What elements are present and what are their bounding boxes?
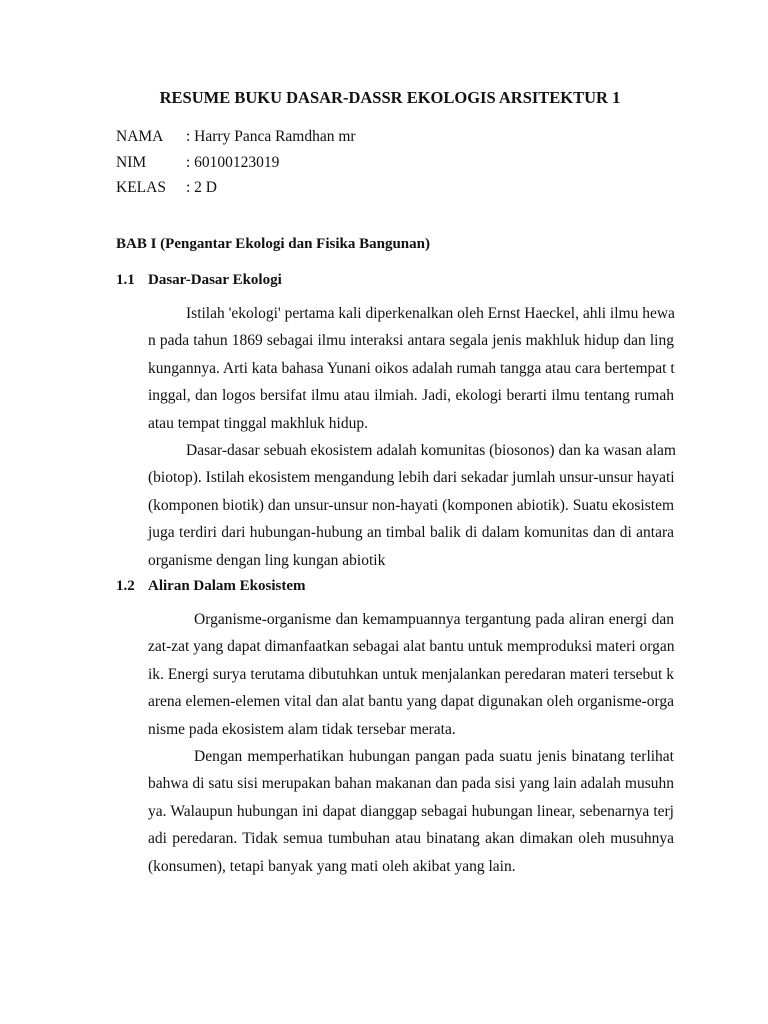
paragraph-line: (biotop). Istilah ekosistem mengandung lebih dari sekadar jumlah unsur-unsur hayati: [148, 469, 675, 487]
identity-block: [116, 124, 356, 201]
paragraph-line: adi peredaran. Tidak semua tumbuhan atau binatang akan dimakan oleh musuhnya: [148, 830, 674, 848]
identity-row-nim: [116, 150, 356, 176]
paragraph-line: n pada tahun 1869 sebagai ilmu interaksi antara segala jenis makhluk hidup dan ling: [148, 332, 674, 350]
paragraph-line: (komponen biotik) dan unsur-unsur non-hayati (komponen abiotik). Suatu ekosistem: [148, 496, 674, 514]
paragraph-line: ya. Walaupun hubungan ini dapat dianggap sebagai hubungan linear, sebenarnya terj: [148, 802, 674, 820]
paragraph-line: Dasar-dasar sebuah ekosistem adalah komunitas (biosonos) dan ka wasan alam: [186, 442, 676, 459]
identity-label: NAMA: [116, 128, 164, 145]
paragraph: [148, 743, 674, 880]
paragraph-line: kungannya. Arti kata bahasa Yunani oikos adalah rumah tangga atau cara bertempat t: [148, 359, 675, 377]
paragraph: [148, 437, 674, 574]
section-title: Dasar-Dasar Ekologi: [148, 272, 282, 288]
paragraph-line: juga terdiri dari hubungan-hubung an timbal balik di dalam komunitas dan di antara: [148, 524, 674, 542]
document-title: RESUME BUKU DASAR-DASSR EKOLOGIS ARSITEKTUR 1: [159, 88, 621, 107]
paragraph-line: bahwa di satu sisi merupakan bahan makanan dan pada sisi yang lain adalah musuhn: [148, 775, 674, 793]
section-heading: [116, 272, 282, 289]
paragraph-line: arena elemen-elemen vital dan alat bantu yang dapat digunakan oleh organisme-orga: [148, 693, 674, 711]
paragraph-line: Istilah 'ekologi' pertama kali diperkenalkan oleh Ernst Haeckel, ahli ilmu hewa: [186, 305, 675, 322]
identity-label: NIM: [116, 153, 147, 171]
section-title: Aliran Dalam Ekosistem: [148, 578, 306, 594]
paragraph: [148, 606, 674, 743]
paragraph-line: nisme pada ekosistem alam tidak tersebar merata.: [148, 720, 456, 738]
section-number: 1.1: [116, 272, 135, 288]
identity-row-name: [116, 124, 356, 150]
paragraph-line: inggal, dan logos bersifat ilmu atau ilmiah. Jadi, ekologi berarti ilmu tentang rumah: [148, 387, 674, 405]
paragraph-line: ik. Energi surya terutama dibutuhkan untuk menjalankan peredaran materi tersebut k: [148, 665, 674, 683]
paragraph: [148, 300, 674, 437]
identity-label: KELAS: [116, 179, 166, 196]
paragraph-line: zat-zat yang dapat dimanfaatkan sebagai alat bantu untuk memproduksi materi organ: [148, 638, 675, 656]
section-heading: [116, 578, 306, 595]
identity-value: : Harry Panca Ramdhan mr: [186, 128, 356, 145]
paragraph-line: (konsumen), tetapi banyak yang mati oleh akibat yang lain.: [148, 857, 516, 875]
paragraph-line: Dengan memperhatikan hubungan pangan pada suatu jenis binatang terlihat: [194, 748, 674, 765]
chapter-heading: BAB I (Pengantar Ekologi dan Fisika Bangunan): [116, 236, 430, 252]
paragraph-line: organisme dengan ling kungan abiotik: [148, 551, 386, 569]
paragraph-line: atau tempat tinggal makhluk hidup.: [148, 414, 368, 432]
identity-row-class: [116, 175, 356, 201]
paragraph-line: Organisme-organisme dan kemampuannya tergantung pada aliran energi dan: [194, 611, 674, 628]
identity-value: : 60100123019: [186, 153, 280, 171]
identity-value: : 2 D: [186, 179, 217, 196]
section-number: 1.2: [116, 578, 135, 594]
